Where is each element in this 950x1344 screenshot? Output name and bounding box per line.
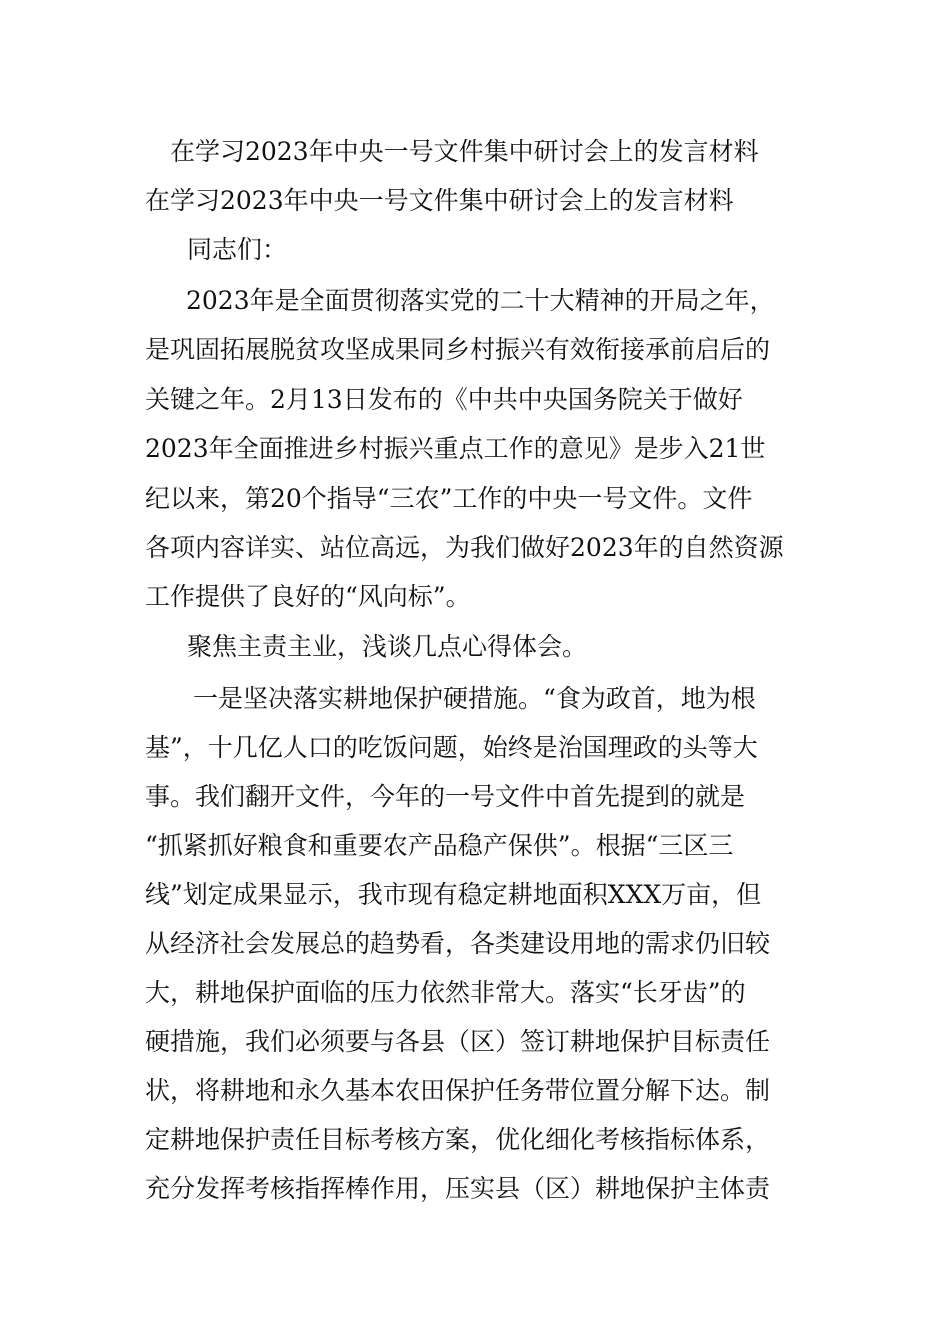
paragraph-line: 关键之年。2月13日发布的《中共中央国务院关于做好	[145, 385, 743, 414]
paragraph-line: 2023年是全面贯彻落实党的二十大精神的开局之年，	[186, 286, 775, 315]
paragraph-line: 定耕地保护责任目标考核方案，优化细化考核指标体系，	[145, 1125, 771, 1154]
paragraph-2: 聚焦主责主业，浅谈几点心得体会。	[187, 632, 588, 661]
paragraph-line: 一是坚决落实耕地保护硬措施。“食为政首，地为根	[193, 684, 756, 713]
paragraph-line: 硬措施，我们必须要与各县（区）签订耕地保护目标责任	[145, 1027, 771, 1056]
document-title: 在学习2023年中央一号文件集中研讨会上的发言材料	[170, 137, 759, 166]
salutation: 同志们：	[187, 235, 288, 264]
paragraph-line: 线”划定成果显示，我市现有稳定耕地面积XXX万亩，但	[145, 880, 762, 909]
paragraph-line: “抓紧抓好粮食和重要农产品稳产保供”。根据“三区三	[145, 831, 734, 860]
paragraph-line: 是巩固拓展脱贫攻坚成果同乡村振兴有效衔接承前启后的	[145, 335, 771, 364]
paragraph-line: 事。我们翻开文件，今年的一号文件中首先提到的就是	[145, 782, 746, 811]
paragraph-line: 工作提供了良好的“风向标”。	[145, 582, 471, 611]
paragraph-line: 状，将耕地和永久基本农田保护任务带位置分解下达。制	[145, 1076, 771, 1105]
paragraph-line: 各项内容详实、站位高远，为我们做好2023年的自然资源	[145, 533, 784, 562]
paragraph-line: 从经济社会发展总的趋势看，各类建设用地的需求仍旧较	[145, 929, 771, 958]
paragraph-line: 大，耕地保护面临的压力依然非常大。落实“长牙齿”的	[145, 978, 746, 1007]
paragraph-line: 基”，十几亿人口的吃饭问题，始终是治国理政的头等大	[145, 733, 758, 762]
paragraph-line: 充分发挥考核指挥棒作用，压实县（区）耕地保护主体责	[145, 1174, 771, 1203]
document-title-repeat: 在学习2023年中央一号文件集中研讨会上的发言材料	[145, 186, 734, 215]
paragraph-line: 纪以来，第20个指导“三农”工作的中央一号文件。文件	[145, 484, 753, 513]
paragraph-line: 2023年全面推进乡村振兴重点工作的意见》是步入21世	[145, 434, 766, 463]
